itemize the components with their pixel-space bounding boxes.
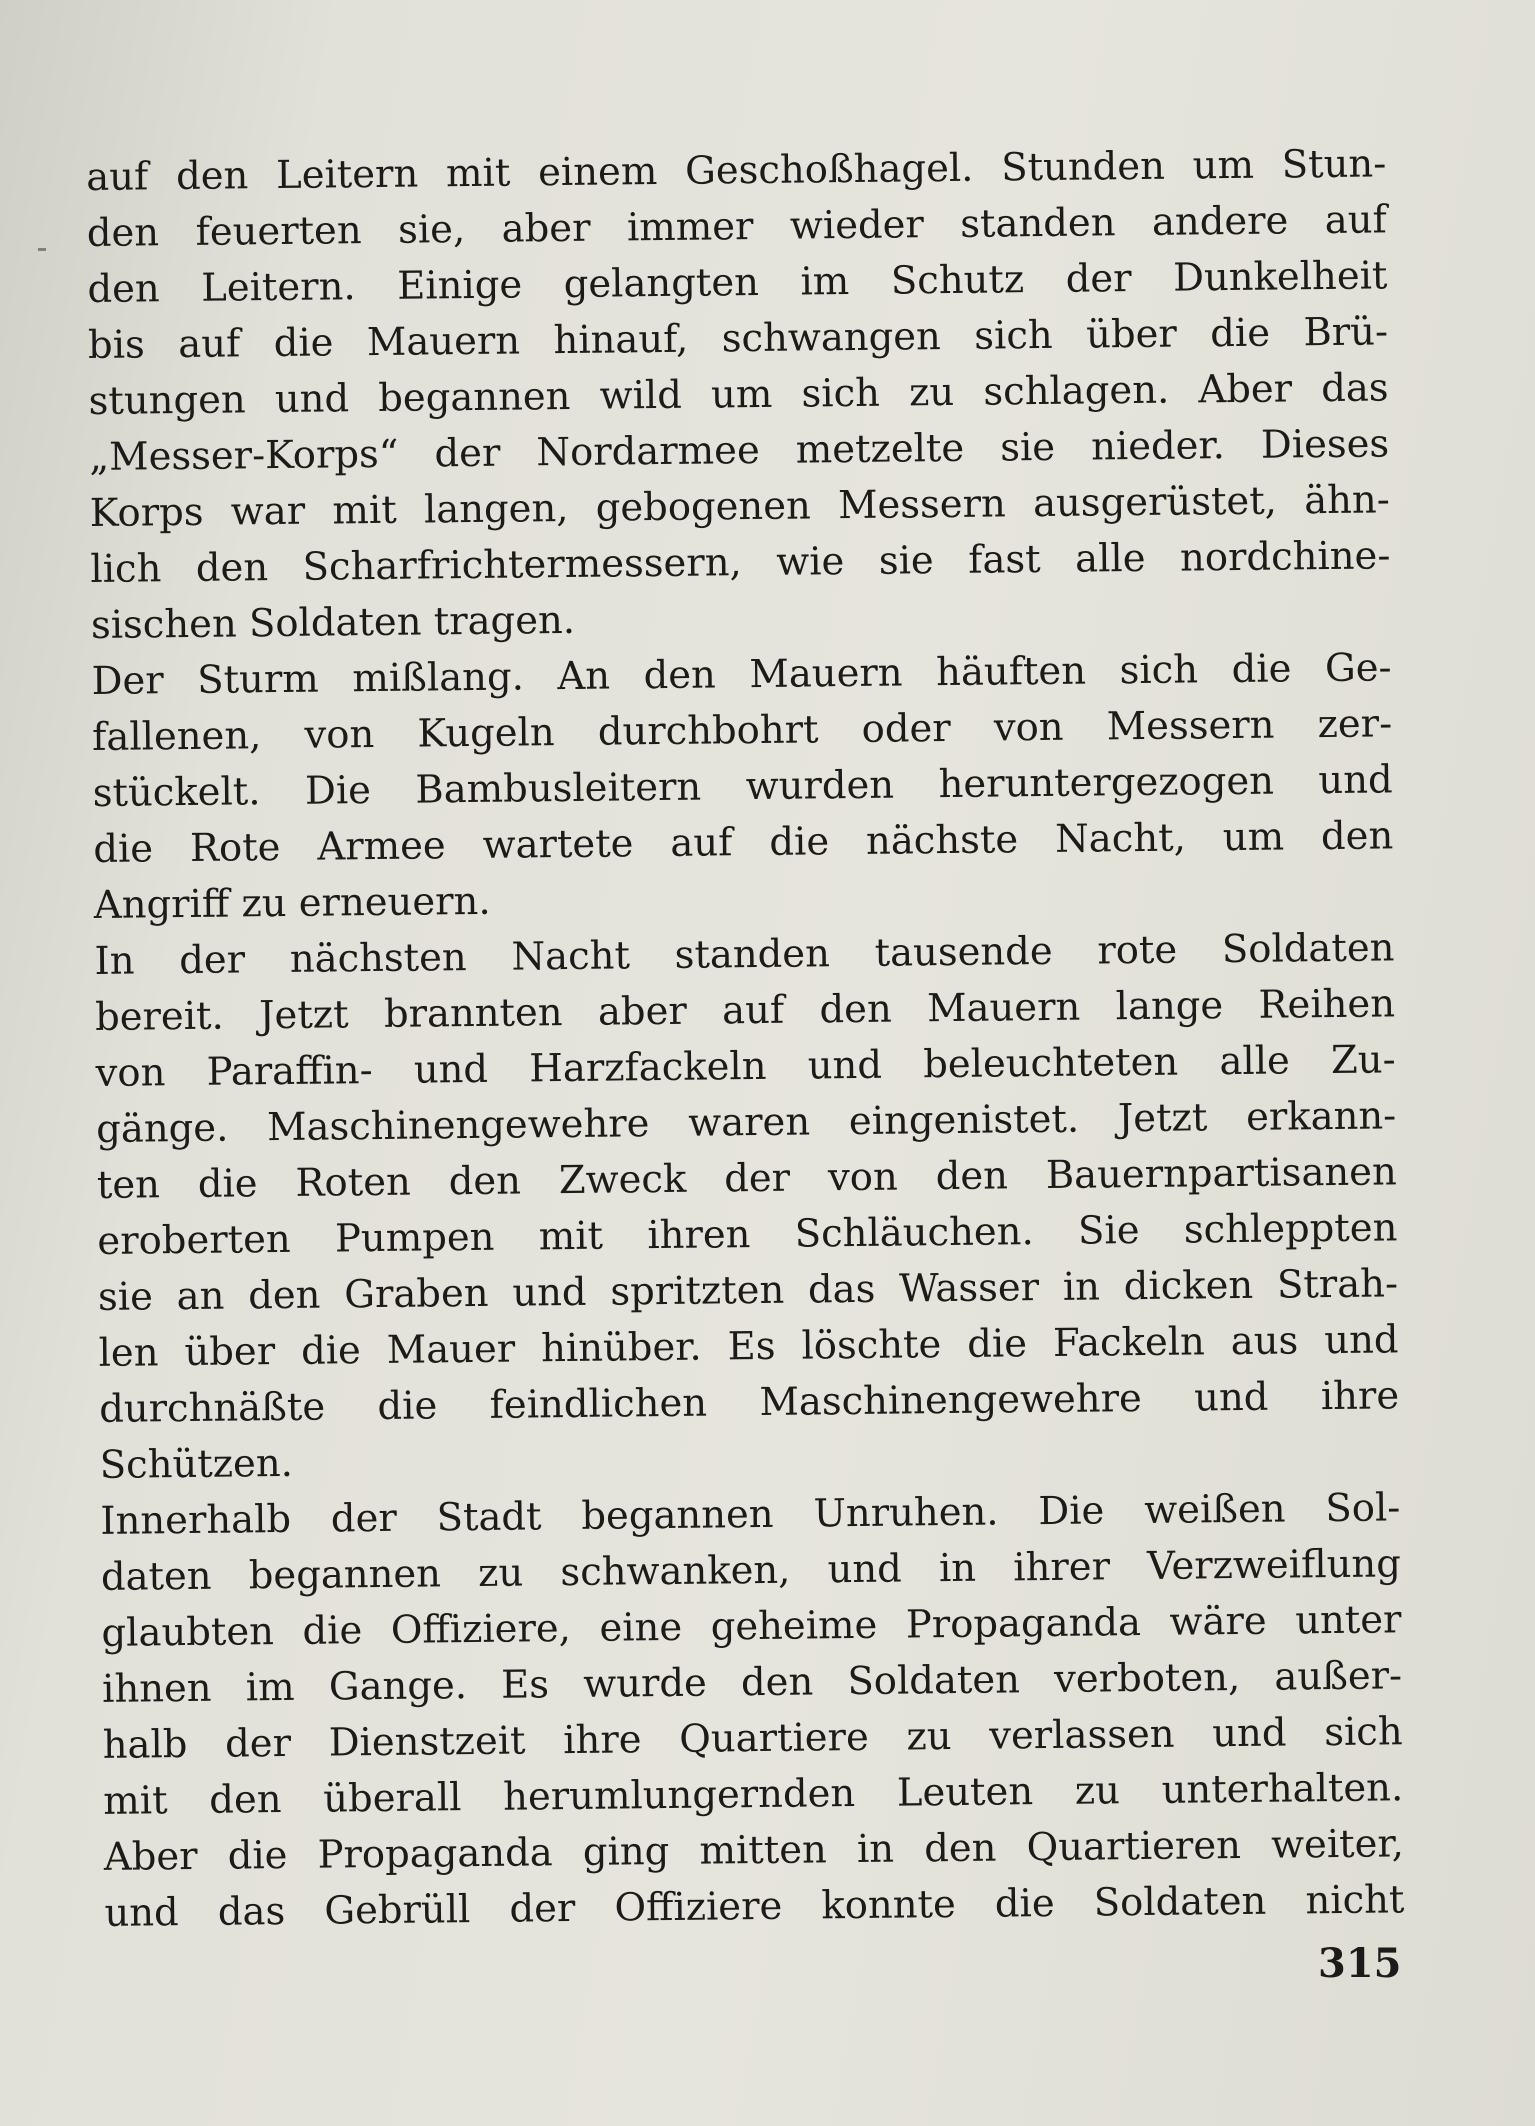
paragraph xyxy=(86,136,1391,654)
text-line: In der nächsten Nacht standen tausende rote Soldaten xyxy=(94,925,1395,984)
text-line: sie an den Graben und spritzten das Wasser in dicken Strah- xyxy=(97,1261,1399,1320)
text-line: Angriff zu erneuern. xyxy=(93,878,491,928)
text-line: Schützen. xyxy=(99,1440,294,1488)
text-line: lich den Scharfrichtermessern, wie sie fast alle nordchine- xyxy=(90,533,1391,592)
text-line: eroberten Pumpen mit ihren Schläuchen. Sie schleppten xyxy=(97,1205,1398,1264)
text-line: stückelt. Die Bambusleitern wurden heruntergezogen und xyxy=(92,757,1393,816)
text-line: von Paraffin- und Harzfackeln und beleuchteten alle Zu- xyxy=(95,1037,1396,1096)
text-line: bis auf die Mauern hinauf, schwangen sich über die Brü- xyxy=(87,309,1389,368)
text-line: mit den überall herumlungernden Leuten zu unterhalten. xyxy=(103,1765,1404,1824)
paragraph xyxy=(94,920,1400,1494)
text-line: die Rote Armee wartete auf die nächste Nacht, um den xyxy=(93,813,1394,872)
text-line: den feuerten sie, aber immer wieder standen andere auf xyxy=(86,197,1388,256)
text-line: Innerhalb der Stadt begannen Unruhen. Die weißen Sol- xyxy=(100,1485,1401,1544)
text-line: auf den Leitern mit einem Geschoßhagel. Stunden um Stun- xyxy=(86,141,1387,200)
text-line: daten begannen zu schwanken, und in ihrer Verzweiflung xyxy=(100,1541,1402,1600)
text-line: durchnäßte die feindlichen Maschinengewehre und ihre xyxy=(98,1373,1400,1432)
text-line: glaubten die Offiziere, eine geheime Propaganda wäre unter xyxy=(101,1597,1402,1656)
text-line: fallenen, von Kugeln durchbohrt oder von Messern zer- xyxy=(91,701,1393,760)
text-line: Der Sturm mißlang. An den Mauern häuften sich die Ge- xyxy=(91,645,1392,704)
text-line: Aber die Propaganda ging mitten in den Quartieren weiter, xyxy=(103,1821,1405,1880)
text-line: Korps war mit langen, gebogenen Messern ausgerüstet, ähn- xyxy=(89,477,1390,536)
paragraph xyxy=(91,640,1394,934)
paragraph xyxy=(100,1480,1405,1942)
text-line: bereit. Jetzt brannten aber auf den Mauern lange Reihen xyxy=(94,981,1396,1040)
text-line: gänge. Maschinengewehre waren eingenistet. Jetzt erkann- xyxy=(96,1093,1397,1152)
text-line: „Messer-Korps“ der Nordarmee metzelte sie nieder. Dieses xyxy=(88,421,1390,480)
text-line: den Leitern. Einige gelangten im Schutz der Dunkelheit xyxy=(87,253,1388,312)
page-number: 315 xyxy=(1318,1940,1402,1987)
text-line: ihnen im Gange. Es wurde den Soldaten verboten, außer- xyxy=(101,1653,1403,1712)
text-line: und das Gebrüll der Offiziere konnte die Soldaten nicht xyxy=(104,1877,1405,1936)
text-line: halb der Dienstzeit ihre Quartiere zu verlassen und sich xyxy=(102,1709,1403,1768)
text-line: len über die Mauer hinüber. Es löschte die Fackeln aus und xyxy=(98,1317,1399,1376)
body-text xyxy=(86,136,1405,1942)
text-line: sischen Soldaten tragen. xyxy=(90,597,576,648)
text-line: stungen und begannen wild um sich zu schlagen. Aber das xyxy=(88,365,1389,424)
margin-mark xyxy=(38,248,46,251)
text-line: ten die Roten den Zweck der von den Bauernpartisanen xyxy=(96,1149,1398,1208)
